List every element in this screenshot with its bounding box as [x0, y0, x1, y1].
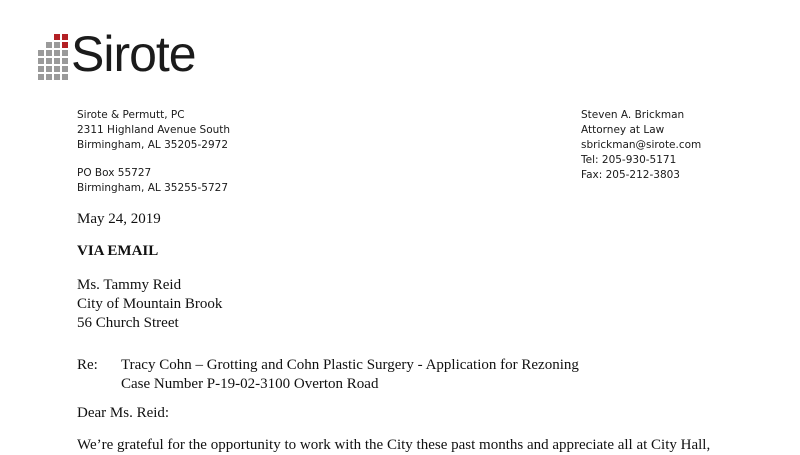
logo-square [54, 50, 60, 56]
logo-square [62, 34, 68, 40]
logo-square [46, 50, 52, 56]
firm-address [77, 108, 230, 153]
logo-square [54, 66, 60, 72]
recipient-street: 56 Church Street [77, 315, 179, 331]
logo-square [38, 50, 44, 56]
logo-square [62, 58, 68, 64]
firm-street: 2311 Highland Avenue South [77, 124, 231, 136]
logo-square [46, 66, 52, 72]
recipient-address [77, 276, 222, 333]
po-box-address [77, 166, 228, 196]
attorney-title: Attorney at Law [581, 124, 665, 136]
logo-wordmark: Sirote [71, 26, 196, 82]
logo-square [46, 74, 52, 80]
re-subject-line-1: Tracy Cohn – Grotting and Cohn Plastic Surgery - Application for Rezoning [121, 357, 579, 373]
logo-square [62, 50, 68, 56]
po-box: PO Box 55727 [77, 167, 152, 179]
logo-square [62, 42, 68, 48]
attorney-email: sbrickman@sirote.com [581, 139, 702, 151]
attorney-contact [581, 108, 701, 183]
salutation: Dear Ms. Reid: [77, 405, 170, 421]
letter-date: May 24, 2019 [77, 211, 161, 227]
logo-square [46, 58, 52, 64]
logo-square [38, 74, 44, 80]
po-box-city: Birmingham, AL 35255-5727 [77, 182, 228, 194]
re-label: Re: [77, 357, 98, 373]
logo-square [38, 58, 44, 64]
logo-square [62, 74, 68, 80]
logo-square [54, 42, 60, 48]
body-paragraph-first-line: We’re grateful for the opportunity to work with the City these past months and appreciate all at City Hall, [77, 437, 711, 453]
delivery-method: VIA EMAIL [77, 243, 159, 259]
re-subject [121, 356, 579, 394]
attorney-phone: Tel: 205-930-5171 [581, 154, 677, 166]
recipient-name: Ms. Tammy Reid [77, 277, 182, 293]
attorney-name: Steven A. Brickman [581, 109, 685, 121]
logo-square [38, 66, 44, 72]
re-subject-line-2: Case Number P-19-02-3100 Overton Road [121, 376, 379, 392]
logo-square [62, 66, 68, 72]
attorney-fax: Fax: 205-212-3803 [581, 169, 680, 181]
logo-square [54, 74, 60, 80]
logo-square [54, 34, 60, 40]
firm-name: Sirote & Permutt, PC [77, 109, 185, 121]
logo-square [46, 42, 52, 48]
firm-city: Birmingham, AL 35205-2972 [77, 139, 228, 151]
logo-square [54, 58, 60, 64]
recipient-org: City of Mountain Brook [77, 296, 223, 312]
sirote-logo [38, 28, 258, 84]
logo-grid-mark [38, 34, 72, 80]
